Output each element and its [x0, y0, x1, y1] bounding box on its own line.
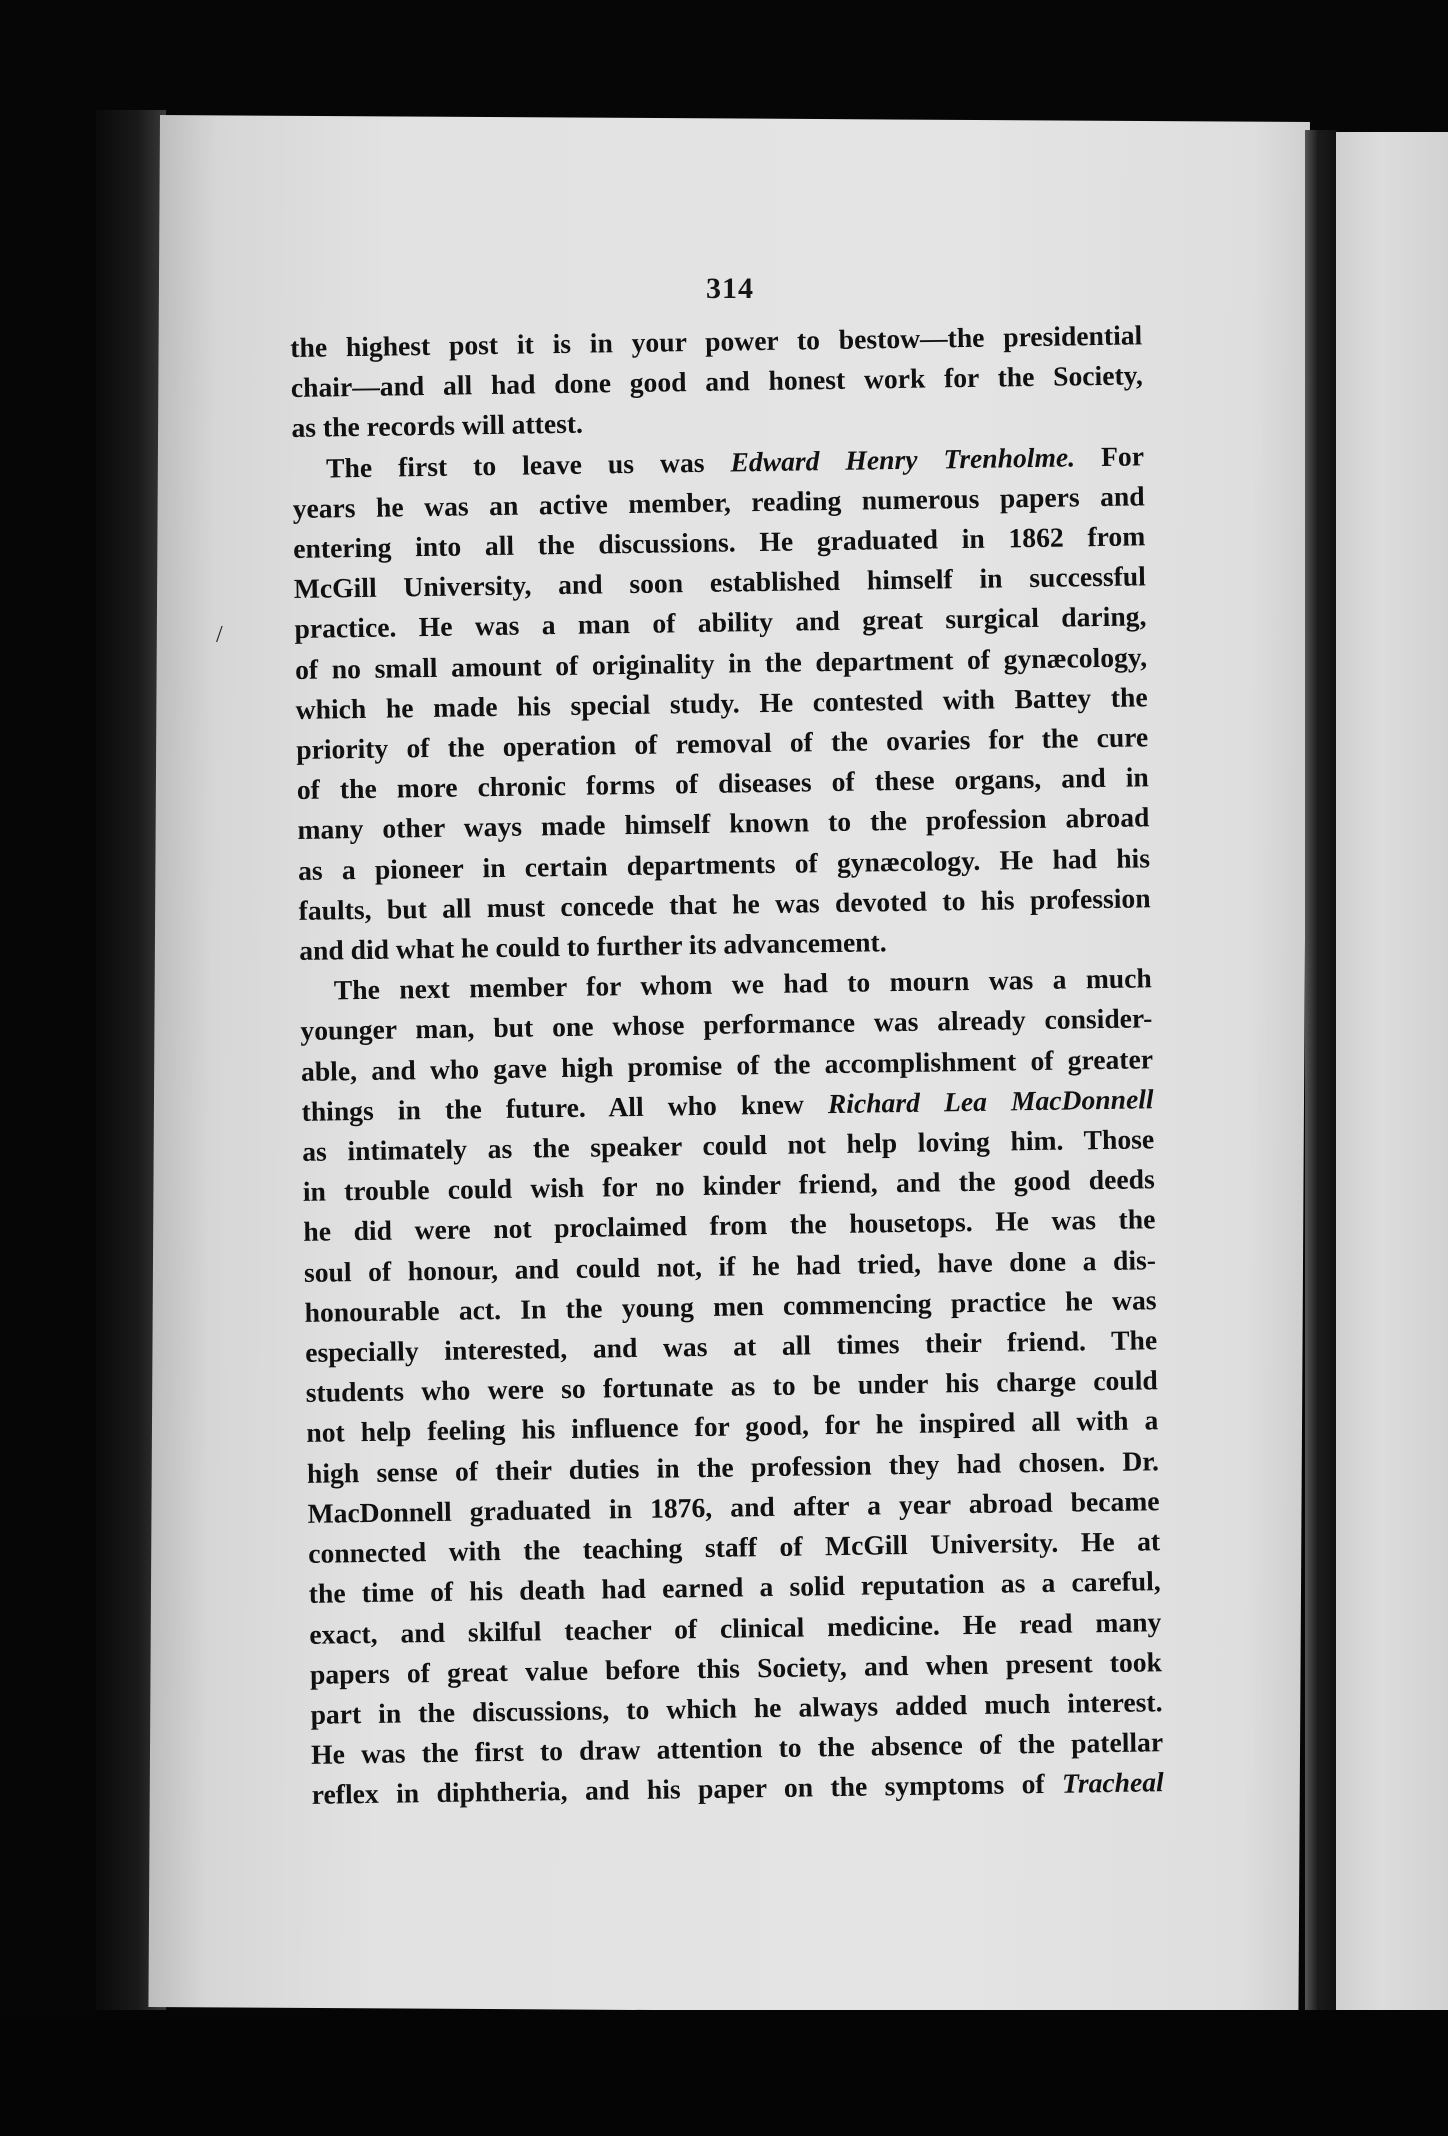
text-segment: faults, but all must concede that he was devoted to his profession: [298, 882, 1151, 926]
text-segment: chair—and all had done good and honest work for the Society,: [290, 359, 1144, 404]
text-segment: things in the future. All who knew: [301, 1087, 829, 1127]
text-segment: as intimately as the speaker could not help loving him. Those: [301, 1123, 1155, 1167]
text-segment: reflex in diphtheria, and his paper on the symptoms of: [311, 1768, 1063, 1811]
text-segment: practice. He was a man of ability and great surgical daring,: [294, 600, 1147, 645]
text-segment: of no small amount of originality in the department of gynæcology,: [294, 640, 1148, 685]
text-segment: years he was an active member, reading numerous papers and: [292, 480, 1145, 524]
text-segment: and did what he could to further its advancement.: [299, 926, 887, 966]
text-segment: honourable act. In the young men commencing practice he was: [304, 1284, 1157, 1328]
text-segment: in trouble could wish for no kinder friend, and the good deeds: [302, 1163, 1155, 1208]
text-segment: the highest post it is in your power to bestow—the presidential: [290, 319, 1143, 363]
text-segment: the time of his death had earned a solid reputation as a careful,: [308, 1565, 1161, 1610]
text-segment: as a pioneer in certain departments of gynæcology. He had his: [297, 841, 1151, 886]
text-segment: soul of honour, and could not, if he had tried, have done a dis-: [303, 1243, 1157, 1288]
text-segment: He was the first to draw attention to the absence of the patellar: [310, 1726, 1164, 1770]
text-segment: able, and who gave high promise of the accomplishment of greater: [300, 1042, 1154, 1087]
text-segment: as the records will attest.: [291, 408, 584, 444]
text-segment: connected with the teaching staff of McGill University. He at: [307, 1525, 1161, 1569]
text-segment: many other ways made himself known to the profession abroad: [297, 801, 1150, 846]
text-segment: MacDonnell graduated in 1876, and after a year abroad became: [307, 1485, 1160, 1529]
page-number: 314: [706, 272, 754, 305]
text-segment: he did were not proclaimed from the housetops. He was the: [303, 1203, 1156, 1248]
text-segment: priority of the operation of removal of the ovaries for the cure: [296, 721, 1149, 765]
text-segment: especially interested, and was at all times their friend. The: [304, 1324, 1158, 1368]
body-text: [290, 315, 1164, 1815]
margin-mark: /: [216, 622, 223, 648]
italic-name: Tracheal: [1061, 1766, 1164, 1800]
text-segment: For: [1074, 439, 1145, 472]
text-segment: not help feeling his influence for good, for he inspired all with a: [306, 1404, 1159, 1449]
text-segment: papers of great value before this Society, and when present took: [309, 1645, 1163, 1690]
text-segment: younger man, but one whose performance was already consider-: [300, 1002, 1153, 1047]
text-segment: entering into all the discussions. He graduated in 1862 from: [293, 520, 1146, 564]
adjacent-page-edge: [1336, 132, 1448, 2010]
text-segment: high sense of their duties in the profession they had chosen. Dr.: [306, 1444, 1160, 1489]
italic-name: Richard Lea MacDonnell: [827, 1083, 1154, 1119]
text-segment: students who were so fortunate as to be under his charge could: [305, 1364, 1158, 1409]
text-segment: The next member for whom we had to mourn was a much: [333, 962, 1152, 1006]
text-segment: exact, and skilful teacher of clinical medicine. He read many: [309, 1605, 1162, 1650]
text-segment: The first to leave us was: [325, 446, 731, 484]
italic-name: Edward Henry Trenholme.: [730, 440, 1076, 478]
scan-bottom-border: [0, 2010, 1448, 2136]
text-segment: of the more chronic forms of diseases of these organs, and in: [296, 761, 1149, 806]
page-gutter-shadow: [1305, 130, 1337, 2010]
text-segment: which he made his special study. He contested with Battey the: [295, 681, 1148, 725]
text-segment: McGill University, and soon established himself in successful: [293, 560, 1147, 605]
text-segment: part in the discussions, to which he always added much interest.: [310, 1686, 1163, 1730]
